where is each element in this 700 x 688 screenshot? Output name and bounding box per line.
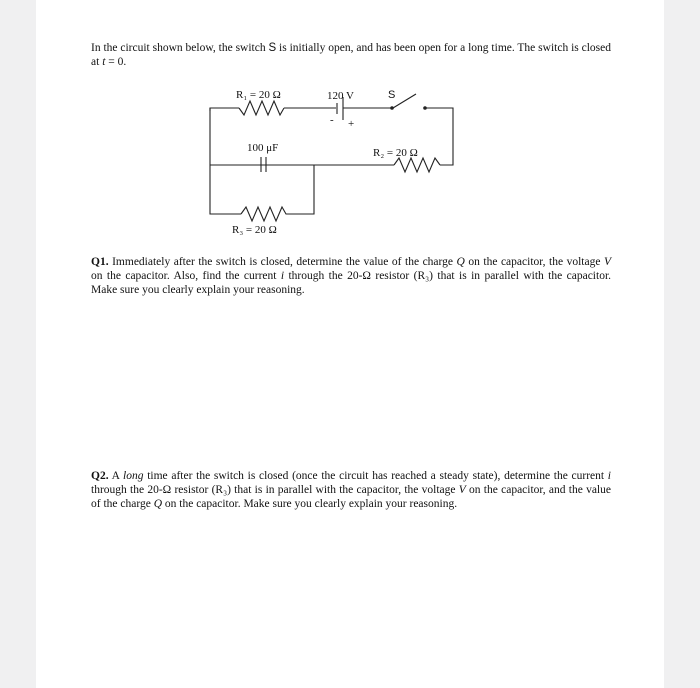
document-page xyxy=(36,0,664,688)
r2-label: R₂ = 20 Ω xyxy=(373,147,418,159)
intro-text-2: is initially open, and has been open for a long time. The switch is closed at xyxy=(91,42,611,68)
q1-text-4: through the 20-Ω resistor ( xyxy=(284,270,418,282)
switch-blade xyxy=(393,94,416,108)
question-2 xyxy=(91,469,611,511)
q1-text-1: Immediately after the switch is closed, determine the value of the charge xyxy=(108,256,457,268)
q2-var-i: i xyxy=(607,470,611,482)
r3-label: R₃ = 20 Ω xyxy=(232,224,277,236)
wire-top-left xyxy=(210,108,239,111)
resistor-r3 xyxy=(241,207,291,221)
q1-text-2: on the capacitor, the voltage xyxy=(464,256,604,268)
q2-var-q: Q xyxy=(153,498,163,510)
q2-var-v: V xyxy=(458,484,466,496)
q1-r3: R₃ xyxy=(417,270,430,282)
intro-text-3: = 0. xyxy=(105,56,127,68)
switch-symbol: S xyxy=(268,42,277,54)
q2-text-2: time after the switch is closed (once the circuit has reached a steady state), determine the current xyxy=(143,470,608,482)
q2-text-4: ) that is in parallel with the capacitor, the voltage xyxy=(227,484,459,496)
capacitor-label: 100 μF xyxy=(247,142,279,154)
q1-var-i: i xyxy=(280,270,285,282)
q2-text-5: on the capacitor, and the value of the charge xyxy=(91,484,611,510)
r1-label: R₁ = 20 Ω xyxy=(236,89,281,101)
q1-var-q: Q xyxy=(456,256,465,268)
battery-minus-sign: - xyxy=(330,114,334,126)
q1-var-v: V xyxy=(603,256,611,268)
resistor-r1 xyxy=(239,101,284,115)
battery-label: 120 V xyxy=(327,90,354,102)
q2-text-1: A xyxy=(108,470,124,482)
q2-emphasis: long xyxy=(123,470,144,482)
wire-switch-right xyxy=(426,108,453,165)
wire-left-vertical xyxy=(210,108,241,214)
q1-text-5: ) that is in parallel with the capacitor. Make sure you clearly explain your reasoning. xyxy=(91,270,612,296)
battery-plus-sign: + xyxy=(348,118,355,130)
q2-r3: R₃ xyxy=(215,484,228,496)
switch-label: S xyxy=(388,89,396,101)
q2-text-6: on the capacitor. Make sure you clearly explain your reasoning. xyxy=(162,498,458,510)
question-1 xyxy=(91,255,611,297)
wire-right-vertical xyxy=(291,165,314,214)
q1-text-3: on the capacitor. Also, find the current xyxy=(91,270,281,282)
intro-text-1: In the circuit shown below, the switch xyxy=(91,42,269,54)
q2-label: Q2. xyxy=(91,470,109,482)
circuit-diagram xyxy=(36,0,664,250)
resistor-r2 xyxy=(394,158,440,172)
q1-label: Q1. xyxy=(91,256,109,268)
time-variable: t xyxy=(102,56,106,68)
q2-text-3: through the 20-Ω resistor ( xyxy=(91,484,216,496)
